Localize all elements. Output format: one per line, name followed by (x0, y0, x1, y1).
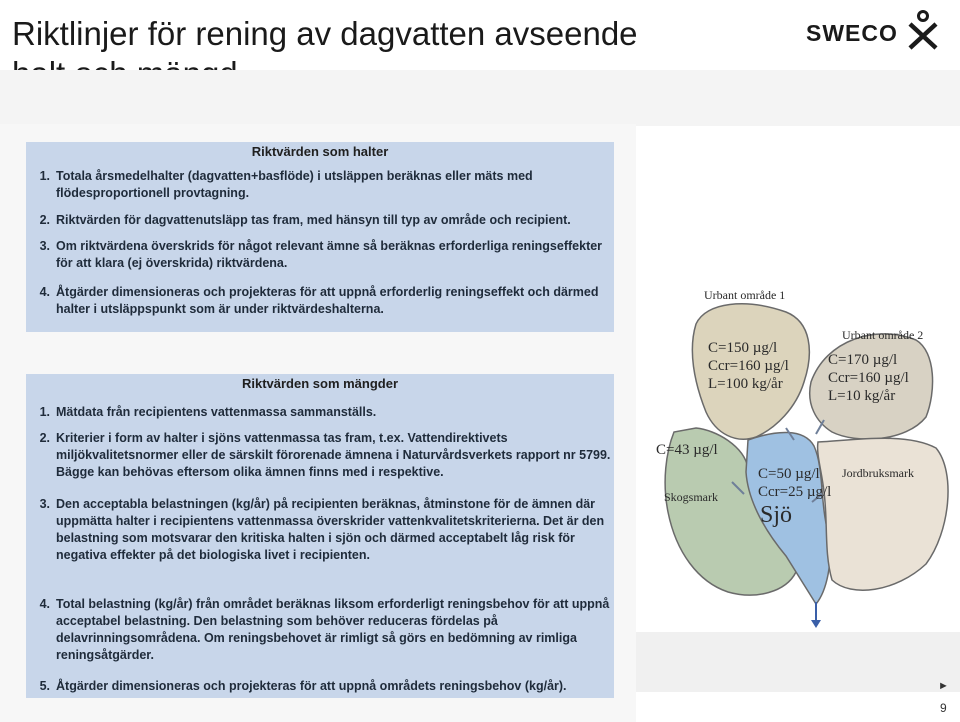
panel-halter (26, 142, 614, 332)
urban-area-2-c: C=170 µg/l (828, 352, 898, 368)
list-item: 1. Mätdata från recipientens vattenmassa sammanställs. (39, 405, 377, 419)
panel-mangder-heading: Riktvärden som mängder (241, 376, 399, 391)
urban-area-1-l: L=100 kg/år (708, 376, 783, 392)
header-band (0, 70, 960, 126)
urban-area-1-label: Urbant område 1 (704, 288, 786, 302)
forest-label: Skogsmark (664, 490, 718, 504)
list-item: 2. Kriterier i form av halter i sjöns vattenmassa tas fram, t.ex. Vattendirektivets miljökvalitetsnormer eller de särskilt förorenade ämnena i Naturvårdsverkets rapport nr 5799. Bägge kan behövas eftersom olika ämnen finns med i respektive. (39, 431, 611, 479)
lake-c: C=50 µg/l (758, 466, 820, 482)
list-item: 5. Åtgärder dimensioneras och projekteras för att uppnå områdets reningsbehov (kg/år). (39, 679, 567, 693)
footer-band (636, 632, 960, 692)
urban-area-2-ccr: Ccr=160 µg/l (828, 370, 909, 386)
urban-area-1-c: C=150 µg/l (708, 340, 778, 356)
next-slide-arrow-icon[interactable]: ► (938, 680, 949, 692)
panel-mangder (26, 374, 614, 698)
sweco-logo (806, 10, 946, 50)
list-item: 4. Åtgärder dimensioneras och projekteras för att uppnå erforderlig reningseffekt och därmed halter i utsläppspunkt som är under riktvärdeshalterna. (39, 285, 599, 316)
list-item: 4. Total belastning (kg/år) från området beräknas liksom erforderligt reningsbehov för att uppnå acceptabel belastning. Den belastning som behöver reduceras fördelas på delavrinningsområdena. Om reningsbehovet är rimligt så görs en bedömning av rimliga reningsåtgärder. (39, 597, 610, 662)
page-number: 9 (940, 701, 947, 715)
panel-halter-heading: Riktvärden som halter (251, 144, 389, 159)
list-item: 3. Den acceptabla belastningen (kg/år) på recipienten beräknas, åtminstone för de ämnen där uppmätta halter i recipientens vattenmassa överskrider vattenkvalitetskriterierna. Det är den belastning som motsvarar den kritiska halten i sjön och därmed acceptabelt låg risk för negativa effekter på det biologiska livet i recipienten. (39, 497, 605, 562)
urban-area-1-ccr: Ccr=160 µg/l (708, 358, 789, 374)
list-item: 1. Totala årsmedelhalter (dagvatten+basflöde) i utsläppen beräknas eller mäts med flödesproportionell provtagning. (39, 169, 533, 200)
list-item: 2. Riktvärden för dagvattenutsläpp tas fram, med hänsyn till typ av område och recipient. (39, 213, 571, 227)
title-line-1: Riktlinjer för rening av dagvatten avseende (12, 15, 638, 52)
logo-text: SWECO (806, 20, 898, 46)
sweco-mark-icon (906, 10, 940, 50)
lake-label: Sjö (760, 502, 793, 528)
farmland-label: Jordbruksmark (842, 466, 914, 480)
catchment-sketch (636, 232, 960, 632)
list-item: 3. Om riktvärdena överskrids för något relevant ämne så beräknas erforderliga reningseffekter för att klara (ej överskrida) riktvärdena. (39, 239, 603, 270)
outflow-arrow-head (811, 620, 821, 628)
urban-area-2-l: L=10 kg/år (828, 388, 896, 404)
farmland-shape (818, 438, 948, 590)
catchment-drawing (636, 232, 960, 632)
forest-c: C=43 µg/l (656, 442, 718, 458)
lake-ccr: Ccr=25 µg/l (758, 484, 832, 500)
urban-area-2-label: Urbant område 2 (842, 328, 924, 342)
